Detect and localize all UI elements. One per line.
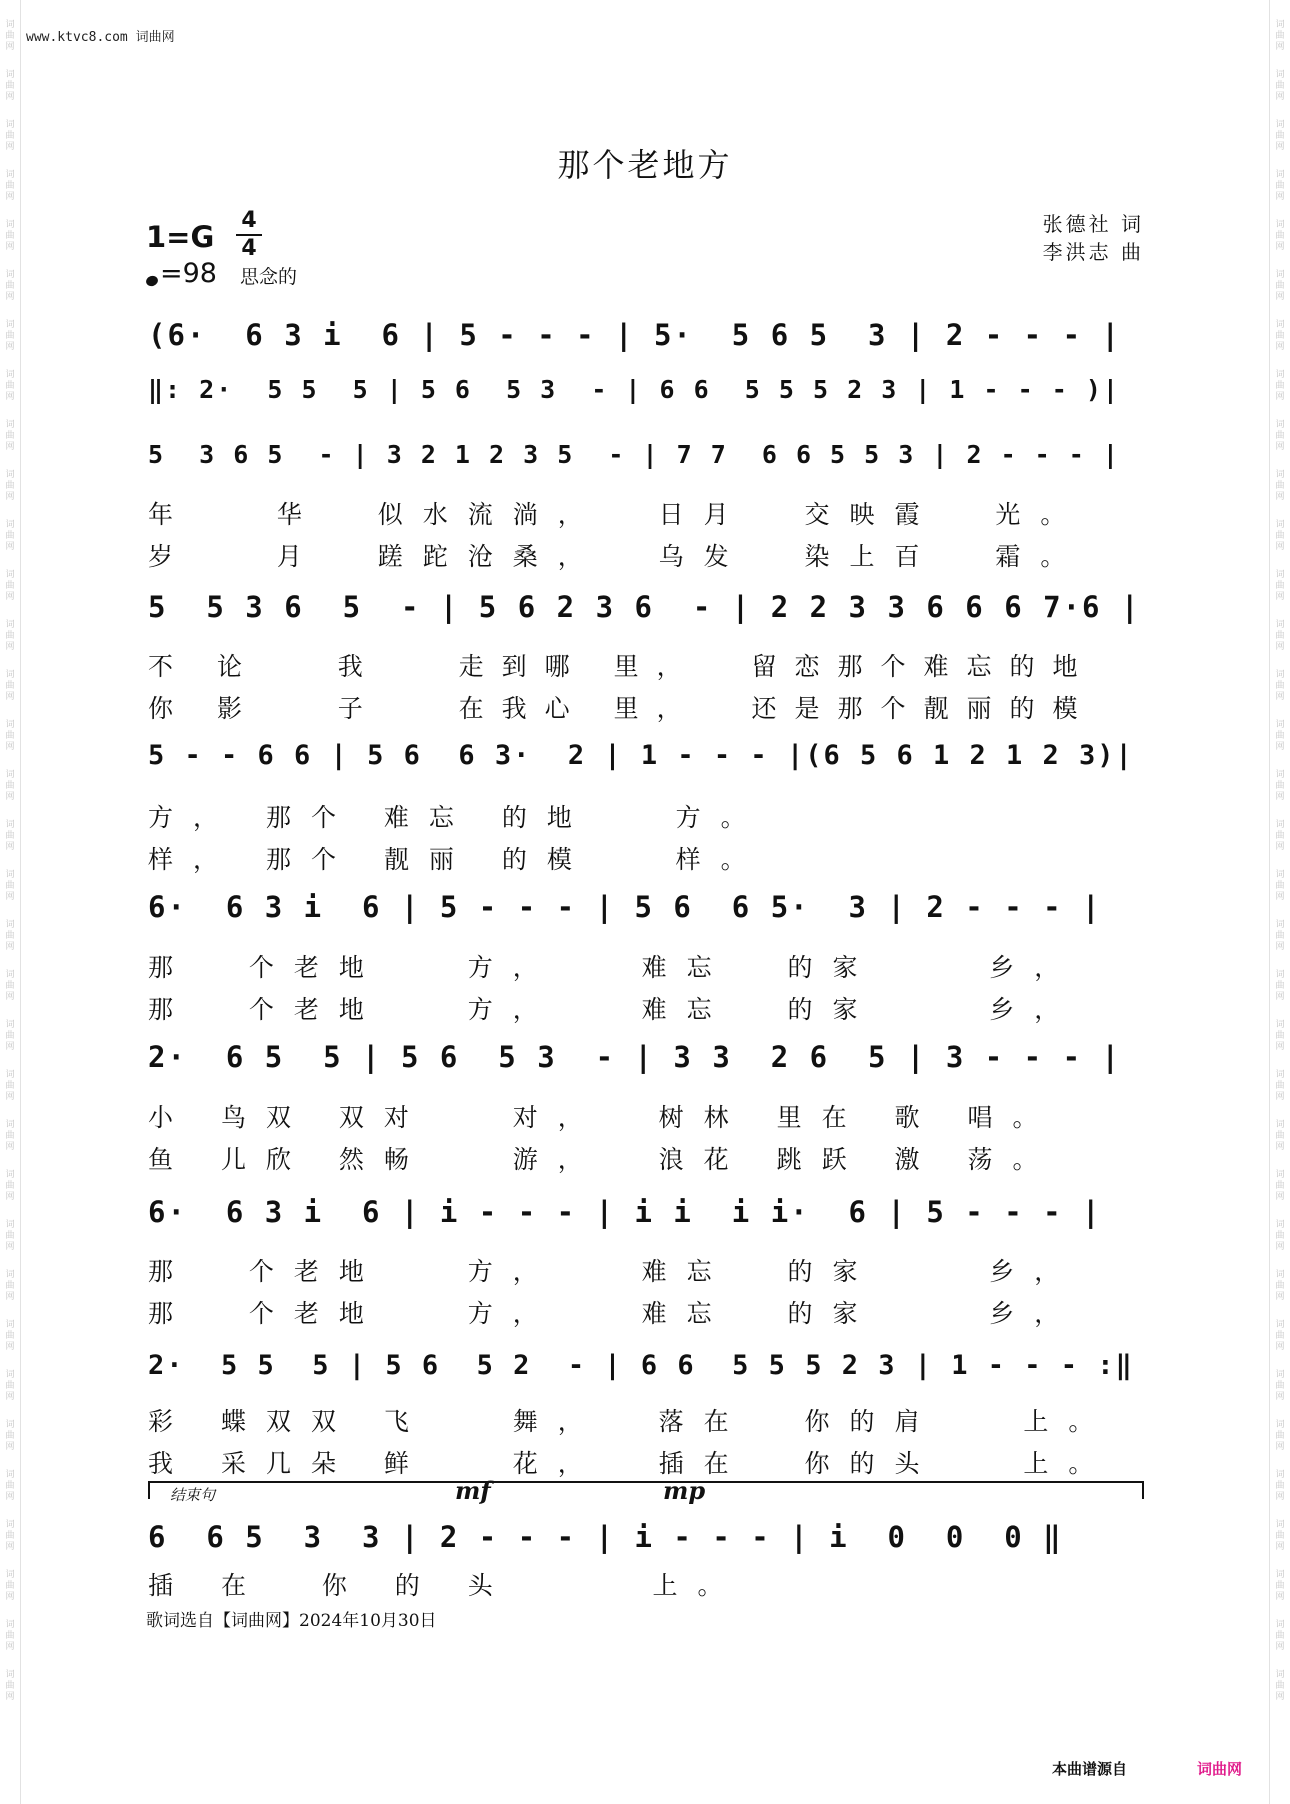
watermark-text: 词曲网 — [5, 1070, 15, 1102]
watermark-text: 词曲网 — [1275, 270, 1285, 302]
watermark-text: 词曲网 — [5, 570, 15, 602]
staff-row — [148, 1520, 1144, 1568]
watermark-text: 词曲网 — [5, 670, 15, 702]
watermark-text: 词曲网 — [1275, 1070, 1285, 1102]
composer-credit: 李洪志 曲 — [1042, 240, 1144, 264]
lyric-line: 你 影 子 在我心 里， 还是那个靓丽的模 — [148, 694, 1096, 723]
staff-row — [148, 440, 1144, 488]
dynamic-mp: mp — [663, 1476, 706, 1505]
jianpu-notes: (6· 6 3 i 6 | 5 - - - | 5· 5 6 5 3 | 2 - - - | — [148, 318, 1121, 352]
watermark-text: 词曲网 — [1275, 1520, 1285, 1552]
watermark-text: 词曲网 — [1275, 1470, 1285, 1502]
watermark-text: 词曲网 — [5, 70, 15, 102]
time-signature — [236, 209, 262, 261]
lyric-line: 彩 蝶双双 飞 舞， 落在 你的肩 上。 — [148, 1407, 1114, 1436]
jianpu-notes: 2· 5 5 5 | 5 6 5 2 - | 6 6 5 5 5 2 3 | 1 - - - :‖ — [148, 1350, 1134, 1381]
watermark-text: 词曲网 — [1275, 770, 1285, 802]
watermark-text: 词曲网 — [1275, 170, 1285, 202]
left-watermark-strip — [0, 0, 21, 1804]
lyric-line: 我 采几朵 鲜 花， 插在 你的头 上。 — [148, 1449, 1114, 1478]
watermark-text: 词曲网 — [5, 220, 15, 252]
watermark-text: 词曲网 — [1275, 1270, 1285, 1302]
watermark-text: 词曲网 — [1275, 720, 1285, 752]
watermark-text: 词曲网 — [1275, 1020, 1285, 1052]
watermark-text: 词曲网 — [5, 120, 15, 152]
lyric-line: 那 个老地 方， 难忘 的家 乡， — [148, 1257, 1080, 1286]
watermark-text: 词曲网 — [1275, 470, 1285, 502]
lyrics-source-note: 歌词选自【词曲网】2024年10月30日 — [146, 1611, 437, 1631]
watermark-text: 词曲网 — [5, 970, 15, 1002]
footer-brand-link[interactable]: 词曲网 — [1197, 1760, 1243, 1778]
lyric-line: 那 个老地 方， 难忘 的家 乡， — [148, 953, 1080, 982]
lyric-line: 岁 月 蹉跎沧桑， 乌发 染上百 霜。 — [148, 542, 1086, 571]
watermark-text: 词曲网 — [1275, 1220, 1285, 1252]
tempo-marking: =98 — [146, 258, 217, 289]
watermark-text: 词曲网 — [5, 1320, 15, 1352]
watermark-text: 词曲网 — [1275, 1320, 1285, 1352]
watermark-text: 词曲网 — [5, 1670, 15, 1702]
jianpu-notes: 5 5 3 6 5 - | 5 6 2 3 6 - | 2 2 3 3 6 6 6 7·6 | — [148, 590, 1141, 624]
watermark-text: 词曲网 — [5, 420, 15, 452]
watermark-text: 词曲网 — [5, 270, 15, 302]
lyric-line: 插 在 你 的 头 上。 — [148, 1571, 743, 1600]
watermark-text: 词曲网 — [1275, 320, 1285, 352]
lyric-line: 样， 那个 靓丽 的模 样。 — [148, 845, 766, 874]
lyric-line: 小 鸟双 双对 对， 树林 里在 歌 唱。 — [148, 1103, 1058, 1132]
watermark-text: 词曲网 — [5, 320, 15, 352]
watermark-text: 词曲网 — [1275, 570, 1285, 602]
key-signature: 1=G — [146, 220, 215, 254]
jianpu-notes: 6 6 5 3 3 | 2 - - - | i - - - | i 0 0 0 ‖ — [148, 1520, 1063, 1554]
watermark-text: 词曲网 — [5, 820, 15, 852]
watermark-text: 词曲网 — [1275, 1570, 1285, 1602]
footer-source-label: 本曲谱源自 — [1052, 1760, 1128, 1778]
lyric-line: 那 个老地 方， 难忘 的家 乡， — [148, 995, 1080, 1024]
watermark-text: 词曲网 — [1275, 1120, 1285, 1152]
watermark-text: 词曲网 — [1275, 370, 1285, 402]
watermark-text: 词曲网 — [1275, 1620, 1285, 1652]
watermark-text: 词曲网 — [5, 370, 15, 402]
staff-row — [148, 590, 1144, 638]
watermark-text: 词曲网 — [5, 1020, 15, 1052]
coda-label: 结束句 — [170, 1486, 216, 1504]
watermark-text: 词曲网 — [5, 1470, 15, 1502]
jianpu-notes: 6· 6 3 i 6 | i - - - | i i i i· 6 | 5 - - - | — [148, 1195, 1102, 1229]
watermark-text: 词曲网 — [5, 770, 15, 802]
staff-row — [148, 890, 1144, 938]
watermark-text: 词曲网 — [1275, 920, 1285, 952]
jianpu-notes: 5 - - 6 6 | 5 6 6 3· 2 | 1 - - - |(6 5 6 1 2 1 2 3)| — [148, 740, 1134, 771]
watermark-text: 词曲网 — [1275, 1670, 1285, 1702]
watermark-text: 词曲网 — [1275, 820, 1285, 852]
lyric-line: 不 论 我 走到哪 里， 留恋那个难忘的地 — [148, 652, 1096, 681]
watermark-text: 词曲网 — [5, 520, 15, 552]
watermark-text: 词曲网 — [1275, 120, 1285, 152]
watermark-text: 词曲网 — [5, 1270, 15, 1302]
staff-row — [148, 375, 1144, 423]
jianpu-notes: 2· 6 5 5 | 5 6 5 3 - | 3 3 2 6 5 | 3 - - - | — [148, 1040, 1121, 1074]
watermark-text: 词曲网 — [5, 920, 15, 952]
watermark-text: 词曲网 — [1275, 70, 1285, 102]
coda-bracket — [148, 1481, 1144, 1499]
song-title: 那个老地方 — [557, 146, 733, 184]
staff-row — [148, 1040, 1144, 1088]
meter-bottom: 4 — [241, 236, 257, 261]
meter-top: 4 — [241, 208, 257, 233]
staff-row — [148, 1195, 1144, 1243]
dynamic-mf: mf — [455, 1476, 491, 1505]
watermark-text: 词曲网 — [5, 1420, 15, 1452]
lyric-line: 那 个老地 方， 难忘 的家 乡， — [148, 1299, 1080, 1328]
watermark-text: 词曲网 — [5, 620, 15, 652]
staff-row — [148, 1350, 1144, 1398]
lyric-line: 方， 那个 难忘 的地 方。 — [148, 803, 766, 832]
watermark-text: 词曲网 — [5, 870, 15, 902]
watermark-text: 词曲网 — [1275, 970, 1285, 1002]
watermark-text: 词曲网 — [1275, 1420, 1285, 1452]
site-header: www.ktvc8.com 词曲网 — [26, 30, 175, 45]
watermark-text: 词曲网 — [5, 20, 15, 52]
mood-marking: 思念的 — [240, 266, 298, 288]
lyric-line: 年 华 似水流淌， 日月 交映霞 光。 — [148, 500, 1086, 529]
watermark-text: 词曲网 — [5, 720, 15, 752]
watermark-text: 词曲网 — [1275, 1370, 1285, 1402]
jianpu-notes: 6· 6 3 i 6 | 5 - - - | 5 6 6 5· 3 | 2 - - - | — [148, 890, 1102, 924]
watermark-text: 词曲网 — [1275, 870, 1285, 902]
watermark-text: 词曲网 — [5, 170, 15, 202]
jianpu-notes: 5 3 6 5 - | 3 2 1 2 3 5 - | 7 7 6 6 5 5 3 | 2 - - - | — [148, 440, 1120, 469]
watermark-text: 词曲网 — [5, 1570, 15, 1602]
quarter-note-icon — [145, 274, 160, 288]
right-watermark-strip — [1269, 0, 1290, 1804]
watermark-text: 词曲网 — [5, 1170, 15, 1202]
watermark-text: 词曲网 — [5, 470, 15, 502]
lyric-line: 鱼 儿欣 然畅 游， 浪花 跳跃 激 荡。 — [148, 1145, 1058, 1174]
staff-row — [148, 318, 1144, 366]
staff-row — [148, 740, 1144, 788]
watermark-text: 词曲网 — [1275, 1170, 1285, 1202]
watermark-text: 词曲网 — [5, 1370, 15, 1402]
watermark-text: 词曲网 — [1275, 670, 1285, 702]
watermark-text: 词曲网 — [5, 1120, 15, 1152]
watermark-text: 词曲网 — [5, 1520, 15, 1552]
watermark-text: 词曲网 — [5, 1620, 15, 1652]
watermark-text: 词曲网 — [1275, 620, 1285, 652]
watermark-text: 词曲网 — [5, 1220, 15, 1252]
jianpu-notes: ‖: 2· 5 5 5 | 5 6 5 3 - | 6 6 5 5 5 2 3 | 1 - - - )| — [148, 375, 1120, 404]
lyricist-credit: 张德社 词 — [1042, 212, 1144, 236]
watermark-text: 词曲网 — [1275, 220, 1285, 252]
watermark-text: 词曲网 — [1275, 520, 1285, 552]
watermark-text: 词曲网 — [1275, 20, 1285, 52]
watermark-text: 词曲网 — [1275, 420, 1285, 452]
